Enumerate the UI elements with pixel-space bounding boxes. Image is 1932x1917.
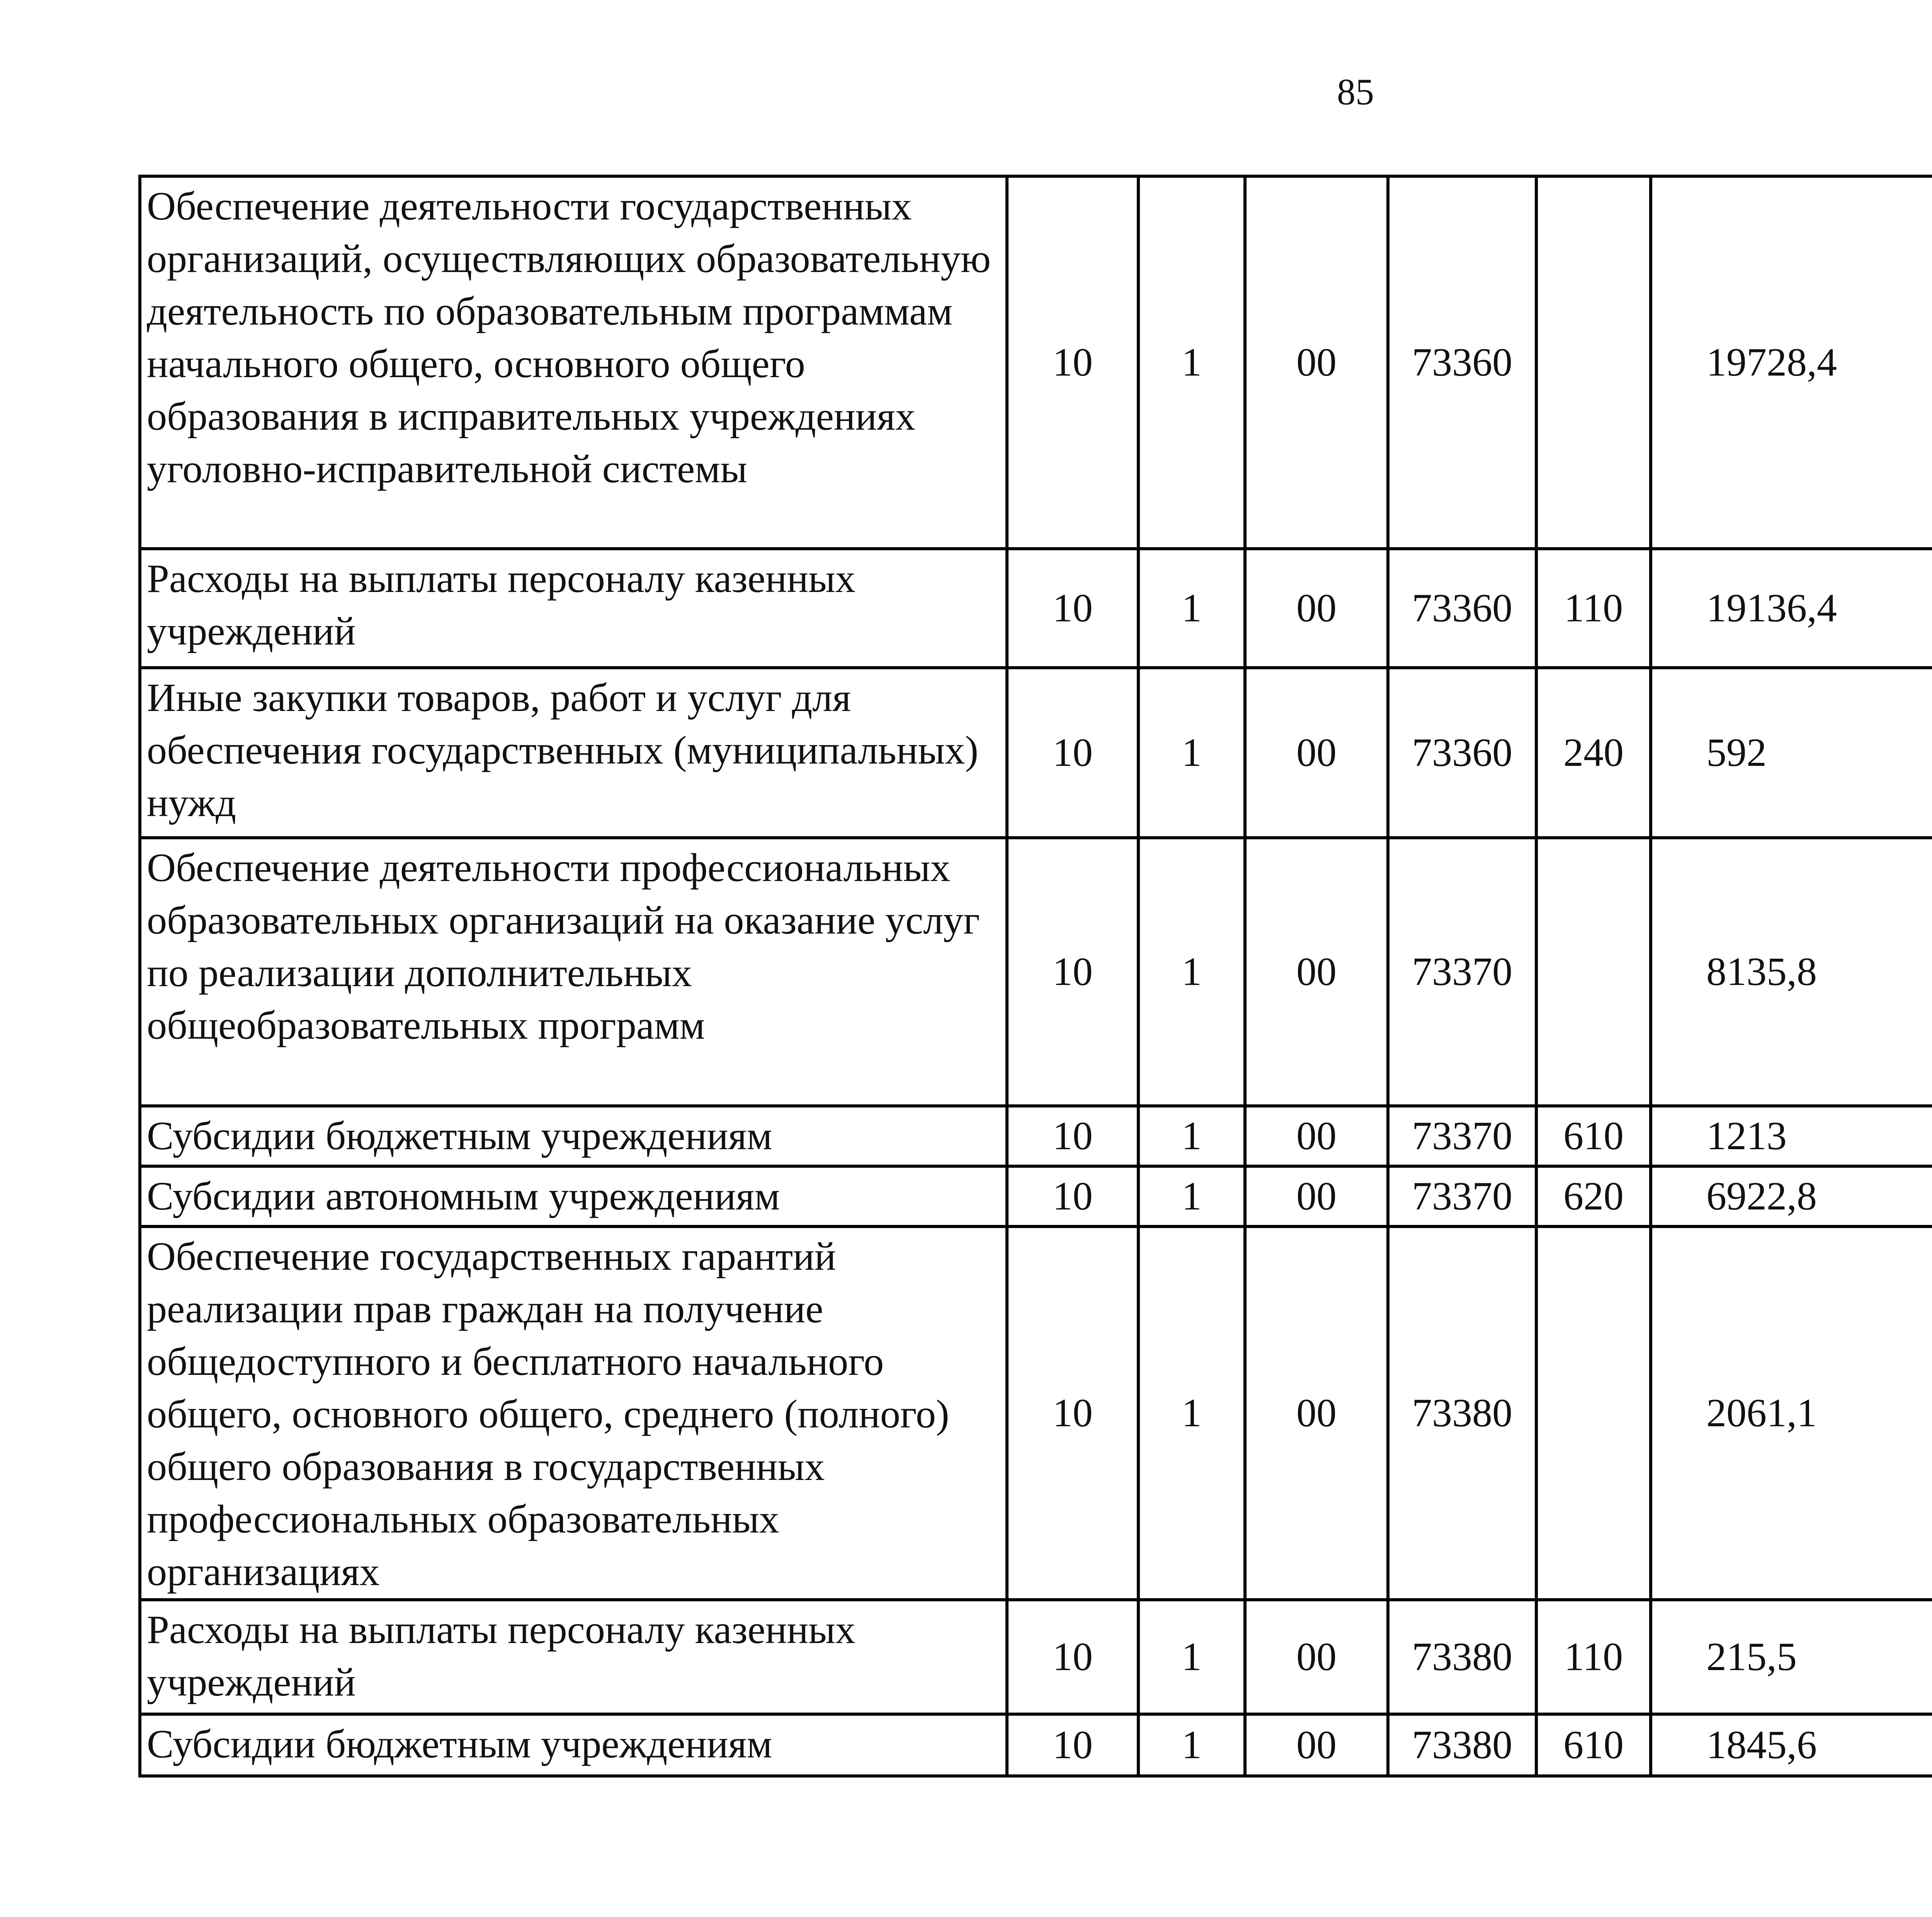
cell-direction-code: 73370 (1388, 1166, 1536, 1226)
cell-expense-type: 110 (1536, 1600, 1651, 1714)
table-row (140, 1714, 1932, 1776)
table-row (140, 176, 1932, 549)
row-description: Расходы на выплаты персоналу казенных учреждений (140, 549, 1007, 668)
row-description: Субсидии бюджетным учреждениям (140, 1106, 1007, 1166)
cell-program-code: 00 (1245, 1714, 1388, 1776)
cell-program-code: 00 (1245, 1600, 1388, 1714)
cell-subsection: 1 (1138, 176, 1245, 549)
table-row (140, 668, 1932, 838)
cell-amount: 19728,4 (1651, 176, 1932, 549)
row-description: Обеспечение деятельности профессиональных образовательных организаций на оказание услуг по реализации дополнительных общеобразовательных программ (140, 838, 1007, 1106)
cell-program-code: 00 (1245, 549, 1388, 668)
cell-amount: 592 (1651, 668, 1932, 838)
cell-amount: 1213 (1651, 1106, 1932, 1166)
cell-subsection: 1 (1138, 838, 1245, 1106)
cell-subsection: 1 (1138, 1166, 1245, 1226)
cell-section: 10 (1007, 1600, 1138, 1714)
table-row (140, 549, 1932, 668)
cell-expense-type: 110 (1536, 549, 1651, 668)
cell-program-code: 00 (1245, 1226, 1388, 1600)
cell-subsection: 1 (1138, 1714, 1245, 1776)
cell-subsection: 1 (1138, 1106, 1245, 1166)
cell-section: 10 (1007, 838, 1138, 1106)
table-row (140, 1166, 1932, 1226)
row-description: Субсидии автономным учреждениям (140, 1166, 1007, 1226)
cell-direction-code: 73370 (1388, 1106, 1536, 1166)
row-description: Иные закупки товаров, работ и услуг для обеспечения государственных (муниципальных) нужд (140, 668, 1007, 838)
cell-subsection: 1 (1138, 1600, 1245, 1714)
cell-section: 10 (1007, 549, 1138, 668)
cell-section: 10 (1007, 1714, 1138, 1776)
cell-section: 10 (1007, 1226, 1138, 1600)
row-description: Обеспечение государственных гарантий реализации прав граждан на получение общедоступного и бесплатного начального общего, основного общего, среднего (полного) общего образования в государственных профессиональных образовательных организациях (140, 1226, 1007, 1600)
cell-program-code: 00 (1245, 1166, 1388, 1226)
cell-expense-type: 240 (1536, 668, 1651, 838)
cell-amount: 19136,4 (1651, 549, 1932, 668)
row-description: Расходы на выплаты персоналу казенных учреждений (140, 1600, 1007, 1714)
cell-amount: 8135,8 (1651, 838, 1932, 1106)
cell-direction-code: 73360 (1388, 176, 1536, 549)
cell-section: 10 (1007, 1106, 1138, 1166)
cell-subsection: 1 (1138, 549, 1245, 668)
row-description: Субсидии бюджетным учреждениям (140, 1714, 1007, 1776)
cell-expense-type (1536, 1226, 1651, 1600)
cell-subsection: 1 (1138, 668, 1245, 838)
cell-section: 10 (1007, 176, 1138, 549)
cell-direction-code: 73380 (1388, 1226, 1536, 1600)
table-row (140, 1106, 1932, 1166)
cell-expense-type: 610 (1536, 1714, 1651, 1776)
cell-section: 10 (1007, 1166, 1138, 1226)
cell-amount: 2061,1 (1651, 1226, 1932, 1600)
cell-expense-type: 620 (1536, 1166, 1651, 1226)
cell-amount: 215,5 (1651, 1600, 1932, 1714)
budget-table (138, 175, 1932, 1778)
cell-direction-code: 73360 (1388, 668, 1536, 838)
cell-amount: 1845,6 (1651, 1714, 1932, 1776)
cell-expense-type (1536, 176, 1651, 549)
page-number: 85 (1337, 71, 1374, 112)
table-row (140, 838, 1932, 1106)
cell-program-code: 00 (1245, 1106, 1388, 1166)
cell-direction-code: 73360 (1388, 549, 1536, 668)
cell-amount: 6922,8 (1651, 1166, 1932, 1226)
cell-expense-type: 610 (1536, 1106, 1651, 1166)
row-description: Обеспечение деятельности государственных организаций, осуществляющих образовательную деятельность по образовательным программам начального общего, основного общего образования в исправительных учреждениях уголовно-исправительной системы (140, 176, 1007, 549)
cell-program-code: 00 (1245, 176, 1388, 549)
table-row (140, 1600, 1932, 1714)
cell-expense-type (1536, 838, 1651, 1106)
table-row (140, 1226, 1932, 1600)
cell-program-code: 00 (1245, 668, 1388, 838)
cell-direction-code: 73380 (1388, 1714, 1536, 1776)
cell-section: 10 (1007, 668, 1138, 838)
cell-direction-code: 73380 (1388, 1600, 1536, 1714)
cell-program-code: 00 (1245, 838, 1388, 1106)
cell-subsection: 1 (1138, 1226, 1245, 1600)
cell-direction-code: 73370 (1388, 838, 1536, 1106)
